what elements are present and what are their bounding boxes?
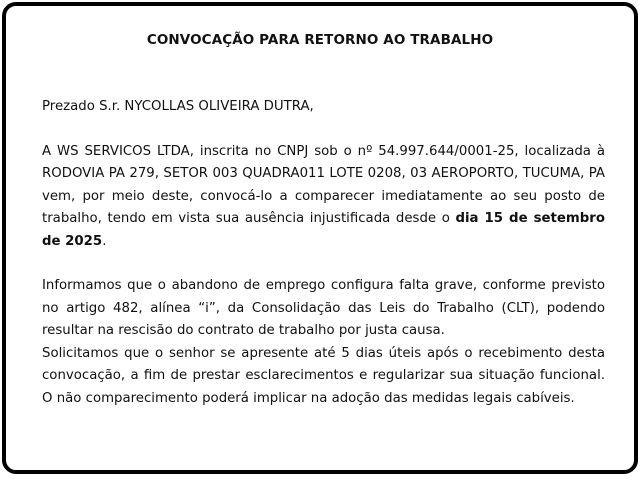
document-title: CONVOCAÇÃO PARA RETORNO AO TRABALHO: [146, 32, 494, 48]
greeting: Prezado S.r. NYCOLLAS OLIVEIRA DUTRA,: [42, 99, 314, 114]
paragraph-abandonment: Informamos que o abandono de emprego configura falta grave, conforme previsto no artigo 482, alínea “i”, da Consolidação das Leis do Trabalho (CLT), podendo resultar na rescisão do contrato de trabalho por justa causa.: [42, 278, 605, 338]
paragraph-request: Solicitamos que o senhor se apresente até 5 dias úteis após o recebimento desta convocação, a fim de prestar esclarecimentos e regularizar sua situação funcional. O não comparecimento poderá implicar na adoção das medidas legais cabíveis.: [42, 345, 605, 406]
spacer: [42, 253, 605, 275]
paragraph-convocation-text: A WS SERVICOS LTDA, inscrita no CNPJ sob o nº 54.997.644/0001-25, localizada à RODOVIA PA 279, SETOR 003 QUADRA011 LOTE 0208, 03 AEROPORTO, TUCUMA, PA vem, por meio deste, convocá-lo a comparecer imediatamente ao seu posto de trabalho, tendo em vista sua ausência injustificada desde o: [42, 143, 605, 226]
document-card: [2, 2, 638, 474]
paragraph-convocation-end: .: [102, 233, 107, 249]
spacer: [42, 119, 605, 141]
document-body: [42, 96, 605, 410]
paragraph-convocation: [42, 141, 605, 254]
absence-date: dia 15 de setembro de 2025: [42, 211, 605, 249]
